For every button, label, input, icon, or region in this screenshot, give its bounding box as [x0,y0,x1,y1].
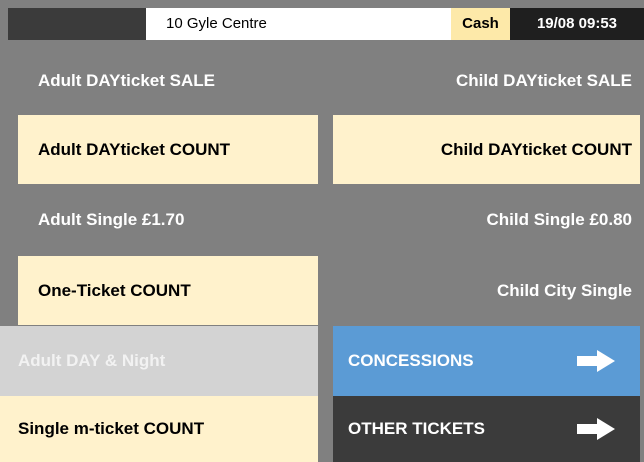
child-city-single-label: Child City Single [496,280,632,300]
child-city-single-button[interactable] [333,256,640,325]
adult-day-night-button [0,326,318,396]
concessions-label: CONCESSIONS [348,351,474,370]
child-dayticket-count-label: Child DAYticket COUNT [440,139,632,159]
location-label: 10 Gyle Centre [146,8,451,40]
one-ticket-count-button[interactable] [18,256,318,325]
child-single-button[interactable] [333,195,640,245]
single-mticket-count-button[interactable] [0,396,318,462]
concessions-button[interactable] [333,326,640,396]
adult-dayticket-sale-button[interactable] [18,58,318,104]
child-dayticket-sale-button[interactable] [333,58,640,104]
adult-dayticket-sale-label: Adult DAYticket SALE [38,71,215,90]
top-status-bar [0,0,644,40]
one-ticket-count-label: One-Ticket COUNT [38,280,191,300]
payment-mode-badge[interactable]: Cash [451,8,510,40]
other-tickets-label: OTHER TICKETS [348,419,485,438]
single-mticket-count-label: Single m-ticket COUNT [18,419,205,438]
arrow-right-icon [577,350,615,372]
child-dayticket-count-button[interactable] [333,115,640,184]
date-time-display: 19/08 09:53 [510,8,644,40]
adult-single-label: Adult Single £1.70 [38,210,185,229]
status-bar-left-block [8,8,146,40]
child-single-label: Child Single £0.80 [486,210,632,229]
adult-dayticket-count-button[interactable] [18,115,318,184]
adult-dayticket-count-label: Adult DAYticket COUNT [38,139,231,159]
adult-day-night-label: Adult DAY & Night [18,351,166,370]
other-tickets-button[interactable] [333,396,640,462]
child-dayticket-sale-label: Child DAYticket SALE [455,71,632,90]
arrow-right-icon [577,418,615,440]
adult-single-button[interactable] [18,195,318,245]
